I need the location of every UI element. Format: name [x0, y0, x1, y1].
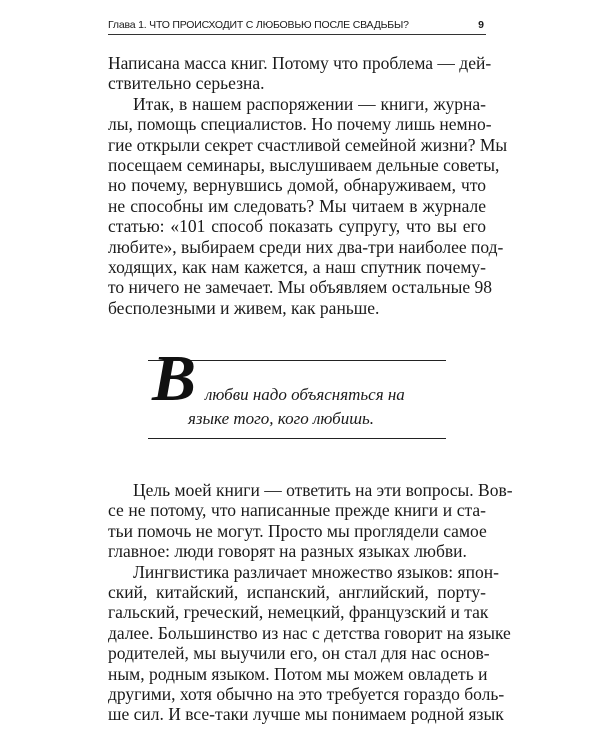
text-line: родителей, мы выучили его, он стал для нас основ- — [108, 643, 490, 664]
text-line: посещаем семинары, выслушиваем дельные советы, — [108, 154, 500, 175]
text-line: тьи помочь не могут. Просто мы проглядели самое — [108, 520, 487, 541]
body-text-section-2 — [108, 480, 513, 725]
quote-line: языке того, кого любишь. — [188, 409, 375, 428]
text-line: то ничего не замечает. Мы объявляем остальные 98 — [108, 277, 492, 298]
text-line: но почему, вернувшись домой, обнаруживаем, что — [108, 175, 486, 196]
text-line: гальский, греческий, немецкий, французский и так — [108, 602, 489, 623]
text-line: главное: люди говорят на разных языках любви. — [108, 541, 467, 562]
text-line: Итак, в нашем распоряжении — книги, журна- — [133, 93, 486, 114]
pull-quote — [148, 342, 446, 440]
chapter-title: Глава 1. ЧТО ПРОИСХОДИТ С ЛЮБОВЬЮ ПОСЛЕ СВАДЬБЫ? — [108, 19, 409, 31]
text-line: не способны им следовать? Мы читаем в журнале — [108, 195, 486, 216]
text-line: далее. Большинство из нас с детства говорит на языке — [108, 622, 511, 643]
text-line: Цель моей книги — ответить на эти вопросы. Вов- — [133, 480, 513, 500]
quote-bottom-rule — [148, 438, 446, 439]
body-text-section-1 — [108, 53, 508, 318]
text-line: бесполезными и живем, как раньше. — [108, 297, 380, 318]
text-line: Написана масса книг. Потому что проблема — дей- — [108, 53, 492, 73]
text-line: се не потому, что написанные прежде книги и ста- — [108, 500, 486, 521]
text-line: гие открыли секрет счастливой семейной жизни? Мы — [108, 134, 508, 155]
text-line: другими, хотя обычно на это требуется гораздо боль- — [108, 683, 505, 704]
text-line: ходящих, как нам кажется, а наш спутник почему- — [108, 256, 486, 277]
page-number: 9 — [478, 19, 484, 31]
running-header — [108, 18, 486, 35]
text-line: ше сил. И все-таки лучше мы понимаем родной язык — [108, 704, 504, 725]
text-line: лы, помощь специалистов. Но почему лишь немно- — [108, 114, 492, 135]
text-line: статью: «101 способ показать супругу, что вы его — [108, 216, 486, 237]
text-line: любите», выбираем среди них два-три наиболее под- — [108, 236, 504, 257]
text-line: ным, родным языком. Потом мы можем овладеть и — [108, 663, 488, 684]
text-line: Лингвистика различает множество языков: япон- — [133, 561, 499, 582]
text-line: ствительно серьезна. — [108, 73, 265, 94]
text-line: ский, китайский, испанский, английский, порту- — [108, 581, 486, 602]
drop-cap: В — [152, 342, 197, 415]
quote-line: любви надо объясняться на — [205, 385, 405, 404]
